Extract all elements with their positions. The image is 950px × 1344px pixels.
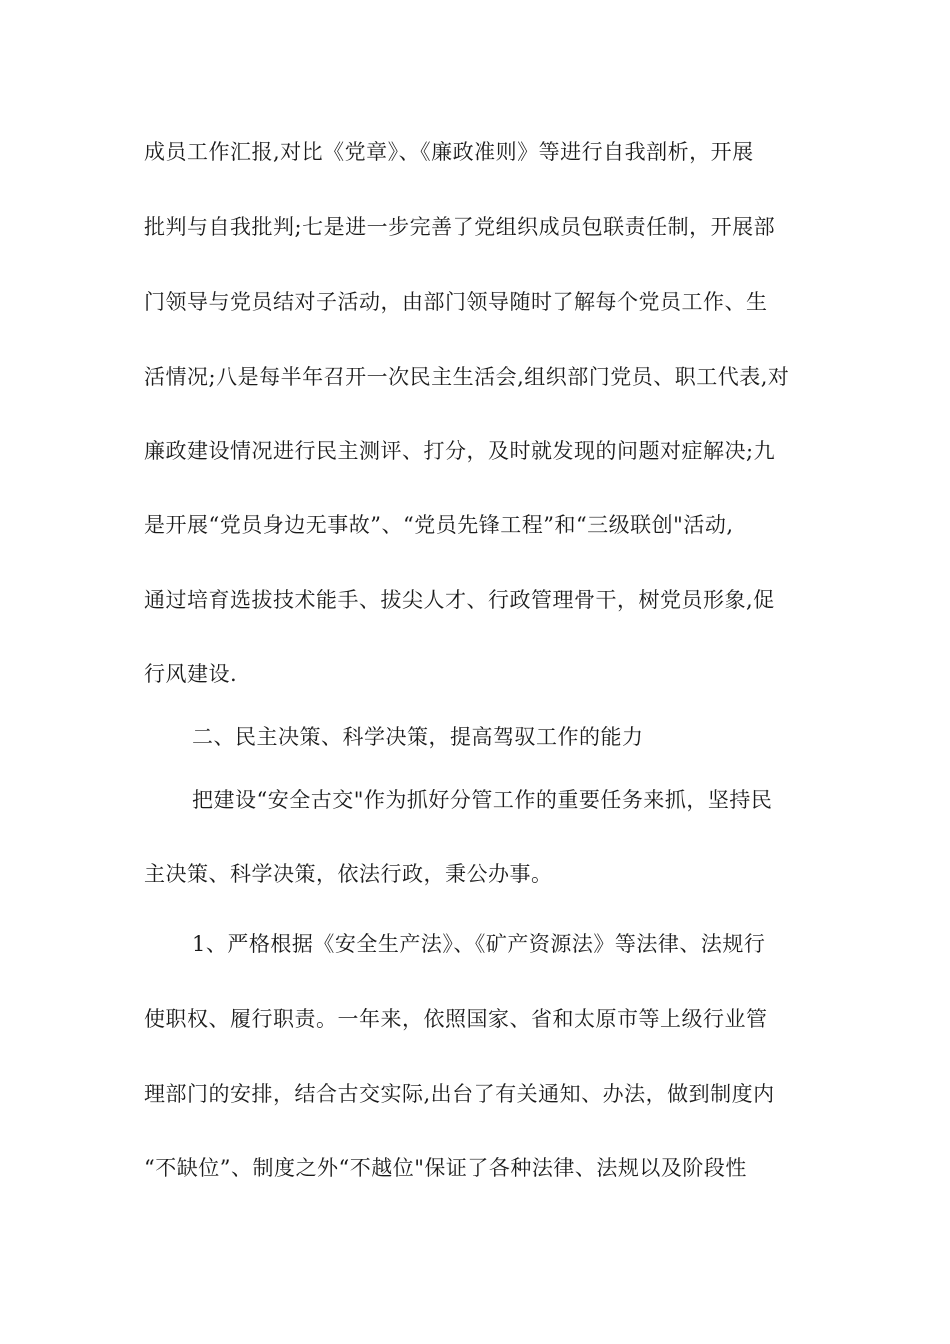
- paragraph-first-line: 把建设“安全古交"作为抓好分管工作的重要任务来抓，坚持民: [192, 788, 773, 812]
- text-line: 成员工作汇报,对比《党章》、《廉政准则》等进行自我剖析，开展: [144, 140, 754, 164]
- text-line: 活情况;八是每半年召开一次民主生活会,组织部门党员、职工代表,对: [144, 365, 790, 389]
- text-line: 廉政建设情况进行民主测评、打分，及时就发现的问题对症解决;九: [144, 439, 776, 463]
- section-heading: 二、民主决策、科学决策，提高驾驭工作的能力: [192, 725, 644, 749]
- text-line: 是开展“党员身边无事故”、“党员先锋工程”和“三级联创"活动,: [144, 513, 734, 537]
- text-line: 批判与自我批判;七是进一步完善了党组织成员包联责任制，开展部: [144, 215, 776, 239]
- text-line: 使职权、履行职责。一年来，依照国家、省和太原市等上级行业管: [144, 1007, 768, 1031]
- text-line: 通过培育选拔技术能手、拔尖人才、行政管理骨干，树党员形象,促: [144, 588, 775, 612]
- text-line: “不缺位”、制度之外“不越位"保证了各种法律、法规以及阶段性: [144, 1156, 747, 1180]
- text-line: 行风建设.: [144, 662, 238, 686]
- paragraph-first-line: 1、严格根据《安全生产法》、《矿产资源法》等法律、法规行: [192, 932, 766, 956]
- text-line: 门领导与党员结对子活动，由部门领导随时了解每个党员工作、生: [144, 290, 768, 314]
- text-line: 理部门的安排，结合古交实际,出台了有关通知、办法，做到制度内: [144, 1082, 775, 1106]
- text-line: 主决策、科学决策，依法行政，秉公办事。: [144, 862, 553, 886]
